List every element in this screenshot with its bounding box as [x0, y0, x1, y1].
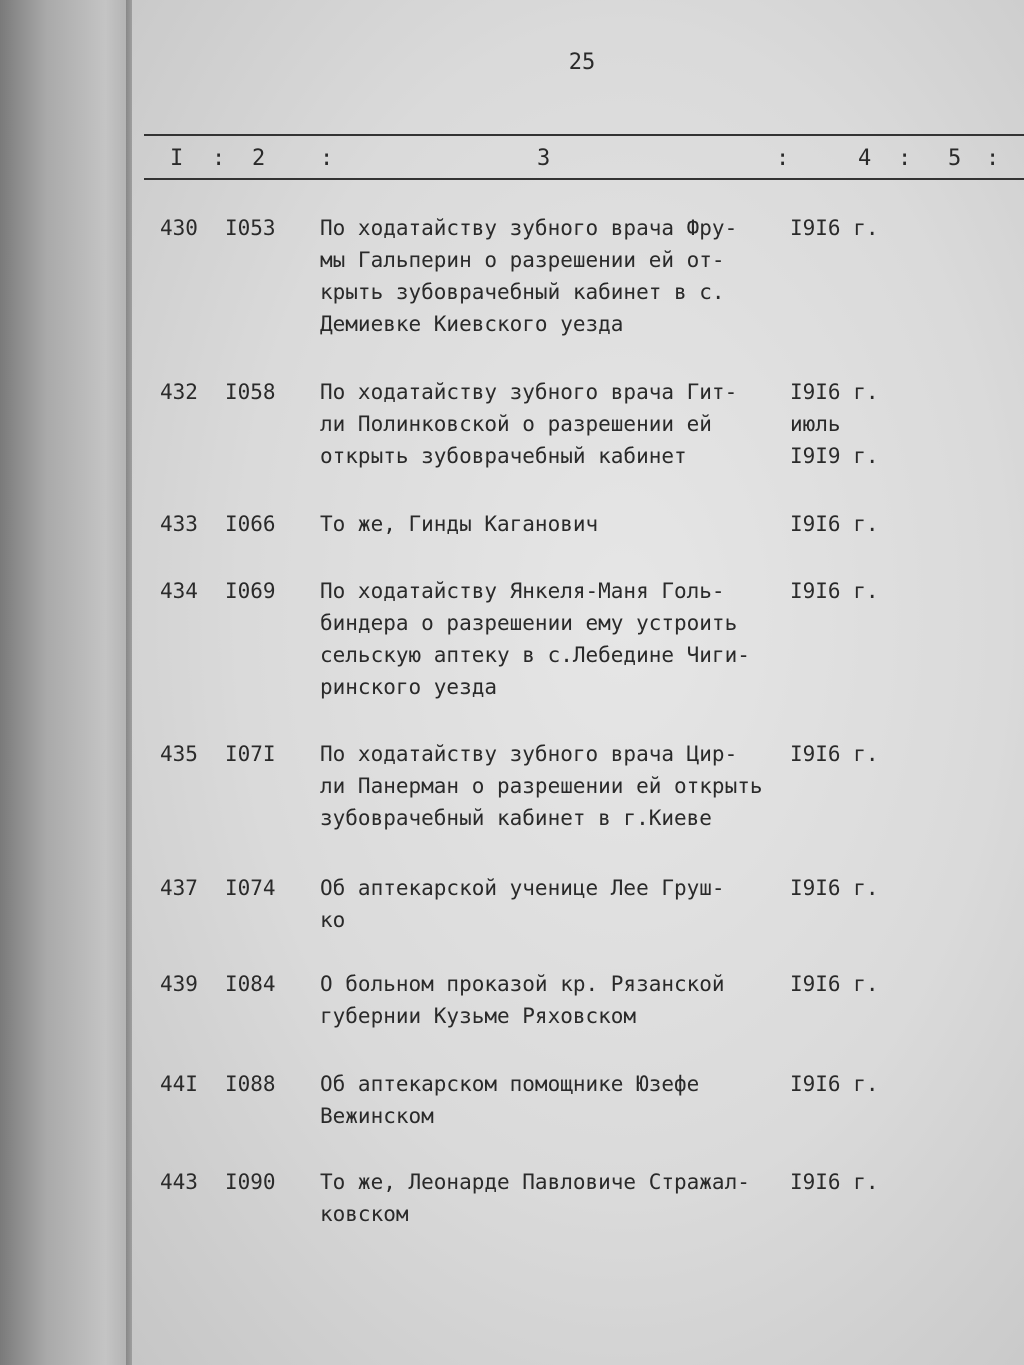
entry-date: [790, 508, 900, 540]
file-number: I088: [225, 1072, 276, 1096]
description-line: Об аптекарской ученице Лее Груш-: [320, 876, 725, 900]
entry-description: [320, 212, 790, 340]
entry-date: [790, 872, 900, 904]
entry-date: [790, 968, 900, 1000]
entry-description: [320, 968, 790, 1032]
description-line: По ходатайству зубного врача Фру-: [320, 216, 738, 240]
date-line: I9I6 г.: [790, 1072, 879, 1096]
entry-description: [320, 1068, 790, 1132]
column-separator: :: [776, 146, 790, 171]
description-line: открыть зубоврачебный кабинет: [320, 444, 687, 468]
description-line: То же, Гинды Каганович: [320, 512, 599, 536]
file-number: I053: [225, 216, 276, 240]
description-line: По ходатайству зубного врача Цир-: [320, 742, 738, 766]
description-line: Вежинском: [320, 1104, 434, 1128]
column-header-3: 3: [537, 146, 551, 171]
column-header-2: 2: [252, 146, 266, 171]
column-header-1: I: [170, 146, 184, 171]
description-line: зубоврачебный кабинет в г.Киеве: [320, 806, 712, 830]
column-separator: :: [898, 146, 912, 171]
entry-number: 443: [160, 1170, 198, 1194]
file-number: I084: [225, 972, 276, 996]
entry-description: [320, 575, 790, 703]
date-line: I9I6 г.: [790, 742, 879, 766]
date-line: I9I6 г.: [790, 579, 879, 603]
column-separator: :: [986, 146, 1000, 171]
file-number: I074: [225, 876, 276, 900]
column-separator: :: [212, 146, 226, 171]
file-number: I090: [225, 1170, 276, 1194]
description-line: мы Гальперин о разрешении ей от-: [320, 248, 725, 272]
entry-date: [790, 212, 900, 244]
file-number: I07I: [225, 742, 276, 766]
column-header-4: 4: [858, 146, 872, 171]
entry-number: 439: [160, 972, 198, 996]
description-line: По ходатайству зубного врача Гит-: [320, 380, 738, 404]
date-line: I9I6 г.: [790, 216, 879, 240]
entry-description: [320, 1166, 790, 1230]
entry-date: [790, 575, 900, 607]
entry-number: 433: [160, 512, 198, 536]
entry-date: [790, 1166, 900, 1198]
entry-date: [790, 376, 900, 472]
file-number: I069: [225, 579, 276, 603]
entry-description: [320, 872, 790, 936]
entry-number: 432: [160, 380, 198, 404]
file-number: I058: [225, 380, 276, 404]
entry-description: [320, 508, 790, 540]
entry-date: [790, 738, 900, 770]
column-separator: :: [320, 146, 334, 171]
description-line: Об аптекарском помощнике Юзефе: [320, 1072, 700, 1096]
description-line: ко: [320, 908, 346, 932]
description-line: То же, Леонарде Павловиче Стражал-: [320, 1170, 750, 1194]
description-line: ли Панерман о разрешении ей открыть: [320, 774, 763, 798]
description-line: Демиевке Киевского уезда: [320, 312, 624, 336]
date-line: I9I9 г.: [790, 444, 879, 468]
entry-number: 434: [160, 579, 198, 603]
entry-number: 44I: [160, 1072, 198, 1096]
description-line: ковском: [320, 1202, 409, 1226]
column-header-5: 5: [948, 146, 962, 171]
header-rule-bottom: [144, 178, 1024, 180]
description-line: биндера о разрешении ему устроить: [320, 611, 738, 635]
book-spine-margin: [0, 0, 132, 1365]
date-line: I9I6 г.: [790, 512, 879, 536]
entry-number: 430: [160, 216, 198, 240]
description-line: ринского уезда: [320, 675, 498, 699]
date-line: I9I6 г.: [790, 1170, 879, 1194]
entry-number: 437: [160, 876, 198, 900]
date-line: июль: [790, 412, 841, 436]
entry-number: 435: [160, 742, 198, 766]
description-line: сельскую аптеку в с.Лебедине Чиги-: [320, 643, 750, 667]
description-line: губернии Кузьме Ряховском: [320, 1004, 637, 1028]
description-line: ли Полинковской о разрешении ей: [320, 412, 712, 436]
page-number: 25: [568, 50, 596, 75]
file-number: I066: [225, 512, 276, 536]
header-rule-top: [144, 134, 1024, 136]
entry-date: [790, 1068, 900, 1100]
entry-description: [320, 376, 790, 472]
date-line: I9I6 г.: [790, 972, 879, 996]
date-line: I9I6 г.: [790, 380, 879, 404]
description-line: О больном проказой кр. Рязанской: [320, 972, 725, 996]
entry-description: [320, 738, 790, 834]
date-line: I9I6 г.: [790, 876, 879, 900]
description-line: По ходатайству Янкеля-Маня Голь-: [320, 579, 725, 603]
description-line: крыть зубоврачебный кабинет в с.: [320, 280, 725, 304]
